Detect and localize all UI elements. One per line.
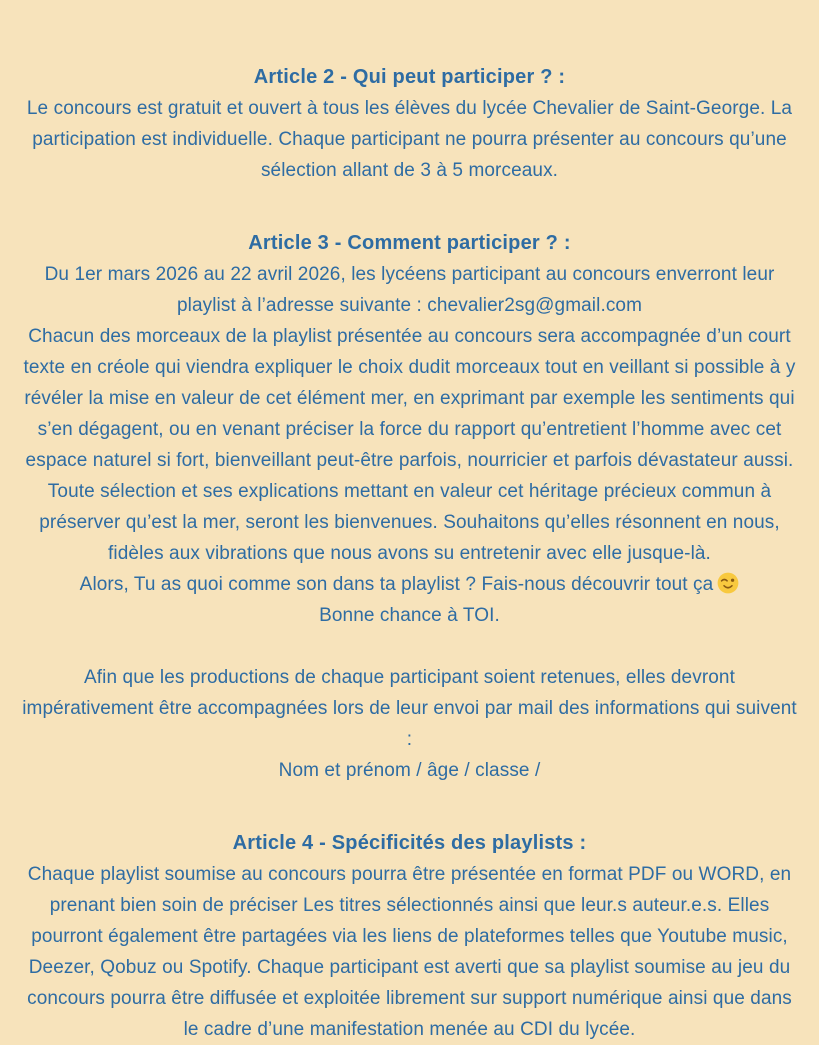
- article-3-cta-line: [18, 569, 801, 600]
- article-4-heading: Article 4 - Spécificités des playlists :: [232, 832, 587, 854]
- article-3-good-luck-line: Bonne chance à TOI.: [319, 605, 500, 626]
- document-content: [18, 62, 801, 1045]
- article-3-heading: Article 3 - Comment participer ? :: [248, 232, 571, 254]
- section-article-2: [18, 62, 801, 186]
- article-3-paragraph-dates-email: Du 1er mars 2026 au 22 avril 2026, les lycéens participant au concours enverront leur playlist à l’adresse suivante : chevalier2sg@gmail.com: [44, 264, 775, 316]
- section-mail-requirements: [18, 662, 801, 786]
- section-article-3: [18, 228, 801, 631]
- article-3-cta-text: Alors, Tu as quoi comme son dans ta playlist ? Fais-nous découvrir tout ça: [79, 574, 714, 595]
- section-article-4: [18, 828, 801, 1045]
- article-4-paragraph: Chaque playlist soumise au concours pourra être présentée en format PDF ou WORD, en prenant bien soin de préciser Les titres sélectionnés ainsi que leur.s auteur.e.s. Elles pourront également être partagées via les liens de plateformes telles que Youtube music, Deezer, Qobuz ou Spotify. Chaque participant est averti que sa playlist soumise au jeu du concours pourra être diffusée et exploitée librement sur support numérique ainsi que dans le cadre d’une manifestation menée au CDI du lycée.: [27, 864, 792, 1040]
- article-2-paragraph: Le concours est gratuit et ouvert à tous les élèves du lycée Chevalier de Saint-George. La participation est individuelle. Chaque participant ne pourra présenter au concours qu’une sélection allant de 3 à 5 morceaux.: [26, 98, 793, 181]
- article-2-heading: Article 2 - Qui peut participer ? :: [253, 66, 566, 88]
- article-3-paragraph-explanation: Chacun des morceaux de la playlist présentée au concours sera accompagnée d’un court texte en créole qui viendra expliquer le choix dudit morceaux tout en veillant si possible à y révéler la mise en valeur de cet élément mer, en exprimant par exemple les sentiments qui s’en dégagent, ou en venant préciser la force du rapport qu’entretient l’homme avec cet espace naturel si fort, bienveillant peut-être parfois, nourricier et parfois dévastateur aussi. Toute sélection et ses explications mettant en valeur cet héritage précieux commun à préserver qu’est la mer, seront les bienvenues. Souhaitons qu’elles résonnent en nous, fidèles aux vibrations que nous avons su entretenir avec elle jusque-là.: [23, 326, 796, 564]
- mail-requirements-paragraph: Afin que les productions de chaque participant soient retenues, elles devront impérativement être accompagnées lors de leur envoi par mail des informations qui suivent :: [22, 667, 797, 750]
- mail-requirements-fields-line: Nom et prénom / âge / classe /: [278, 760, 541, 781]
- winking-face-emoji: [717, 572, 739, 594]
